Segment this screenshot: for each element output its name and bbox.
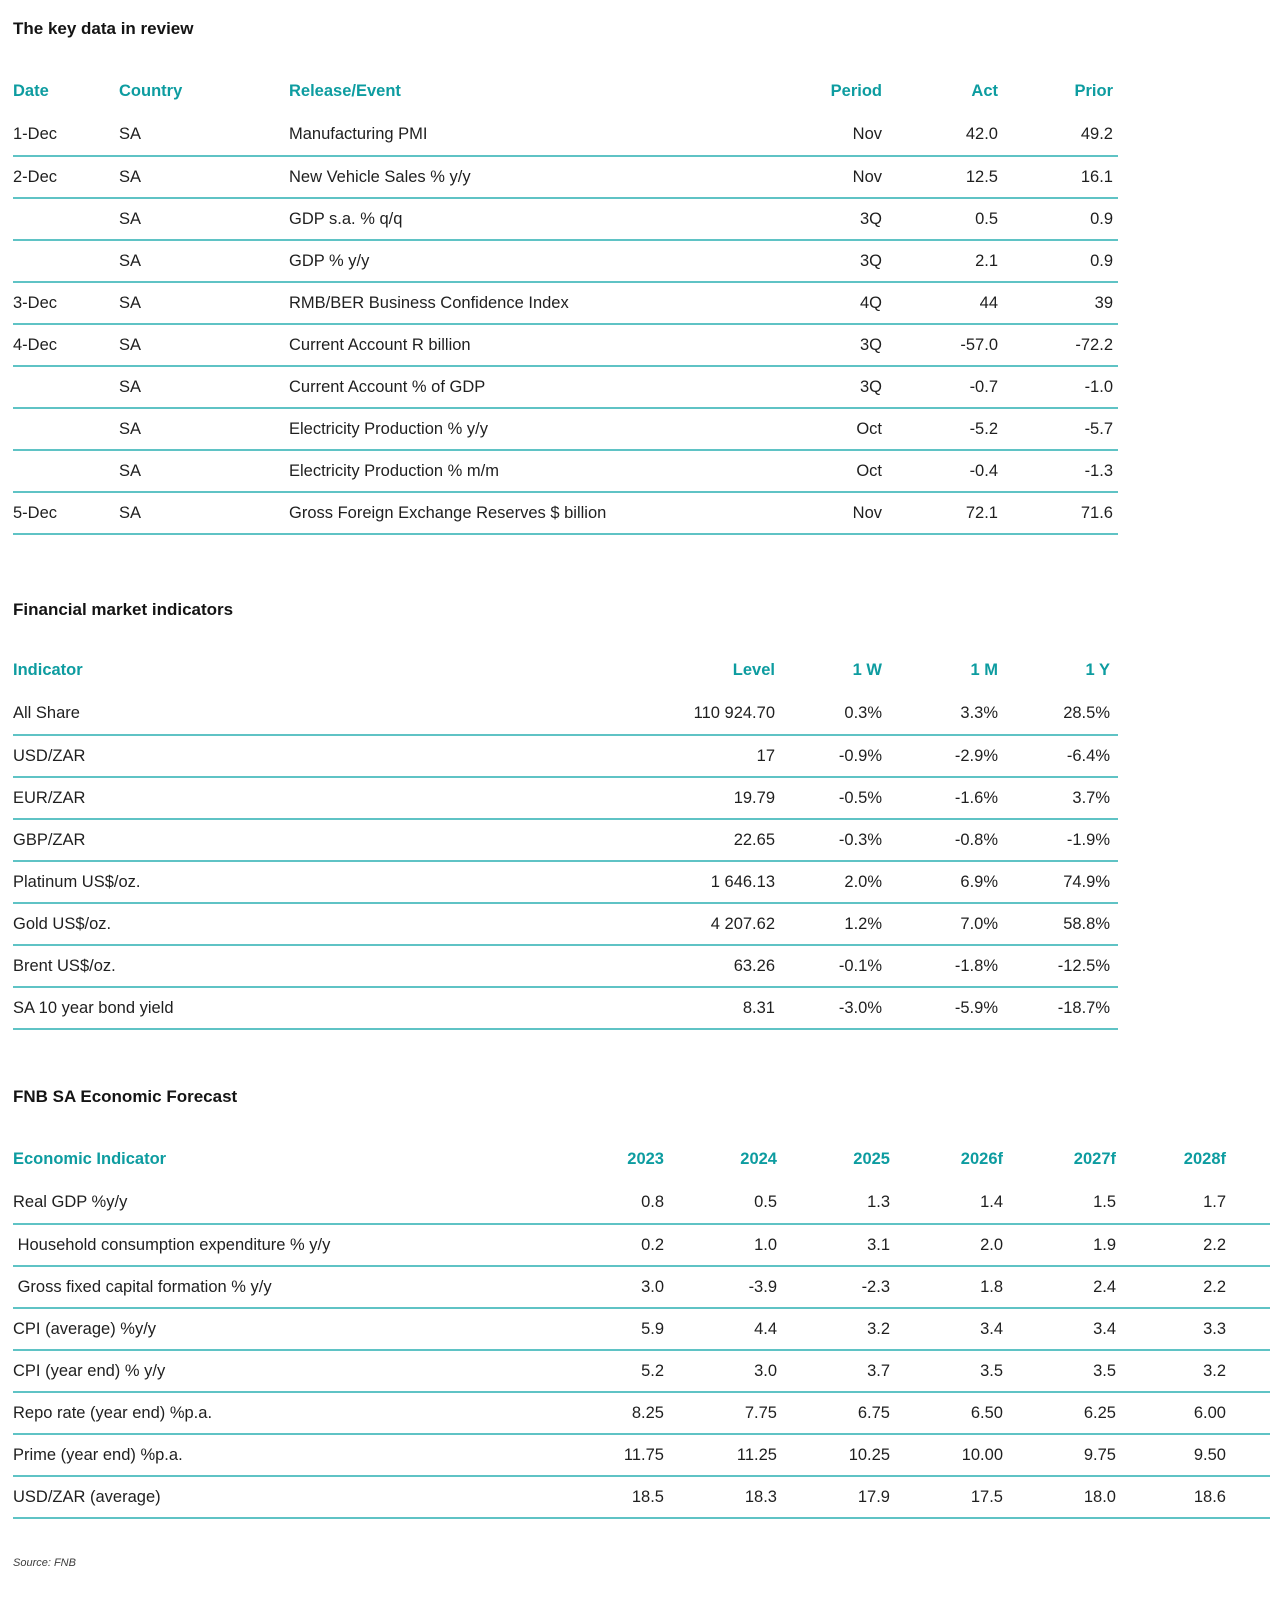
cell: -0.9% <box>775 735 882 777</box>
cell: 22.65 <box>615 819 775 861</box>
cell <box>13 366 119 408</box>
cell: Current Account R billion <box>289 324 772 366</box>
cell: 72.1 <box>882 492 998 534</box>
cell: 4.4 <box>664 1308 777 1350</box>
header-row <box>13 68 1118 114</box>
cell: EUR/ZAR <box>13 777 615 819</box>
cell <box>13 408 119 450</box>
cell: 6.50 <box>890 1392 1003 1434</box>
table-row <box>13 777 1118 819</box>
cell: -0.1% <box>775 945 882 987</box>
table-row <box>13 1434 1270 1476</box>
cell: 1.0 <box>664 1224 777 1266</box>
column-header: Act <box>971 81 998 100</box>
cell: SA <box>119 492 289 534</box>
cell: 3.7 <box>777 1350 890 1392</box>
cell: 5.2 <box>551 1350 664 1392</box>
cell: 11.25 <box>664 1434 777 1476</box>
cell: GDP % y/y <box>289 240 772 282</box>
cell: 1.4 <box>890 1182 1003 1224</box>
table-row <box>13 1224 1270 1266</box>
cell: Nov <box>772 156 882 198</box>
column-header: Country <box>119 81 183 100</box>
cell: 42.0 <box>882 114 998 156</box>
cell: -72.2 <box>998 324 1118 366</box>
cell: SA <box>119 198 289 240</box>
cell <box>13 240 119 282</box>
table-row <box>13 1350 1270 1392</box>
cell: 3.3 <box>1116 1308 1270 1350</box>
cell: Gold US$/oz. <box>13 903 615 945</box>
cell: -12.5% <box>998 945 1118 987</box>
cell: 7.75 <box>664 1392 777 1434</box>
cell: 3Q <box>772 198 882 240</box>
cell: -2.3 <box>777 1266 890 1308</box>
cell: 28.5% <box>998 693 1118 735</box>
table-row <box>13 156 1118 198</box>
cell: 1.3 <box>777 1182 890 1224</box>
cell: 10.25 <box>777 1434 890 1476</box>
cell: -2.9% <box>882 735 998 777</box>
cell: RMB/BER Business Confidence Index <box>289 282 772 324</box>
cell: Repo rate (year end) %p.a. <box>13 1392 551 1434</box>
column-header: 2023 <box>627 1149 664 1168</box>
table-row <box>13 1266 1270 1308</box>
cell: SA <box>119 450 289 492</box>
cell: 44 <box>882 282 998 324</box>
cell: 3Q <box>772 240 882 282</box>
table-row <box>13 366 1118 408</box>
cell: 1.5 <box>1003 1182 1116 1224</box>
cell: 19.79 <box>615 777 775 819</box>
cell: 18.5 <box>551 1476 664 1518</box>
cell: GBP/ZAR <box>13 819 615 861</box>
table-row <box>13 1308 1270 1350</box>
table-row <box>13 492 1118 534</box>
cell: 4Q <box>772 282 882 324</box>
section-title-economic-forecast: FNB SA Economic Forecast <box>13 1087 238 1106</box>
cell: 12.5 <box>882 156 998 198</box>
cell: 4-Dec <box>13 324 119 366</box>
cell: GDP s.a. % q/q <box>289 198 772 240</box>
cell: -6.4% <box>998 735 1118 777</box>
cell: 3.1 <box>777 1224 890 1266</box>
cell: Oct <box>772 450 882 492</box>
cell: Electricity Production % m/m <box>289 450 772 492</box>
cell: -57.0 <box>882 324 998 366</box>
cell: Prime (year end) %p.a. <box>13 1434 551 1476</box>
cell: 3.4 <box>1003 1308 1116 1350</box>
cell: -18.7% <box>998 987 1118 1029</box>
cell: 7.0% <box>882 903 998 945</box>
column-header: 1 W <box>852 660 882 679</box>
cell: 0.5 <box>664 1182 777 1224</box>
column-header: 2025 <box>853 1149 890 1168</box>
cell: SA <box>119 324 289 366</box>
cell: 0.9 <box>998 198 1118 240</box>
cell: 3.5 <box>890 1350 1003 1392</box>
column-header: 1 M <box>970 660 998 679</box>
cell: Brent US$/oz. <box>13 945 615 987</box>
cell: 58.8% <box>998 903 1118 945</box>
cell: SA <box>119 366 289 408</box>
table-row <box>13 324 1118 366</box>
cell: 0.3% <box>775 693 882 735</box>
header-row <box>13 647 1118 693</box>
cell: Nov <box>772 492 882 534</box>
cell: 6.00 <box>1116 1392 1270 1434</box>
table-row <box>13 282 1118 324</box>
column-header: Release/Event <box>289 81 401 100</box>
column-header: Period <box>830 81 882 100</box>
section-title-financial-markets: Financial market indicators <box>13 600 234 619</box>
cell: -1.0 <box>998 366 1118 408</box>
cell: 3Q <box>772 366 882 408</box>
table-row <box>13 693 1118 735</box>
cell: -0.5% <box>775 777 882 819</box>
key-data-table <box>13 68 1118 535</box>
cell: 6.75 <box>777 1392 890 1434</box>
cell: 3-Dec <box>13 282 119 324</box>
cell: Nov <box>772 114 882 156</box>
cell: 74.9% <box>998 861 1118 903</box>
cell: Gross fixed capital formation % y/y <box>13 1266 551 1308</box>
cell: 2.4 <box>1003 1266 1116 1308</box>
header-row <box>13 1136 1270 1182</box>
column-header: 1 Y <box>1085 660 1110 679</box>
cell: -5.7 <box>998 408 1118 450</box>
cell: -3.0% <box>775 987 882 1029</box>
table-row <box>13 819 1118 861</box>
cell: Gross Foreign Exchange Reserves $ billion <box>289 492 772 534</box>
table-row <box>13 861 1118 903</box>
cell: 0.2 <box>551 1224 664 1266</box>
cell: CPI (year end) % y/y <box>13 1350 551 1392</box>
cell: 8.31 <box>615 987 775 1029</box>
cell: 16.1 <box>998 156 1118 198</box>
cell: 18.6 <box>1116 1476 1270 1518</box>
cell: SA <box>119 114 289 156</box>
cell: 2.1 <box>882 240 998 282</box>
cell: 0.8 <box>551 1182 664 1224</box>
cell: CPI (average) %y/y <box>13 1308 551 1350</box>
cell: 17 <box>615 735 775 777</box>
cell: 0.9 <box>998 240 1118 282</box>
cell: 9.50 <box>1116 1434 1270 1476</box>
cell: 5-Dec <box>13 492 119 534</box>
section-title-key-data: The key data in review <box>13 19 194 38</box>
cell: 6.9% <box>882 861 998 903</box>
cell: SA <box>119 156 289 198</box>
table-row <box>13 408 1118 450</box>
table-row <box>13 114 1118 156</box>
cell: 3.7% <box>998 777 1118 819</box>
cell: 3Q <box>772 324 882 366</box>
cell: 17.9 <box>777 1476 890 1518</box>
column-header: 2027f <box>1073 1149 1116 1168</box>
table-row <box>13 1182 1270 1224</box>
column-header: Indicator <box>13 660 83 679</box>
cell: 1.8 <box>890 1266 1003 1308</box>
column-header: Economic Indicator <box>13 1149 167 1168</box>
cell <box>13 198 119 240</box>
cell: 39 <box>998 282 1118 324</box>
source-note: Source: FNB <box>13 1557 76 1569</box>
column-header: Level <box>732 660 775 679</box>
cell: 1.7 <box>1116 1182 1270 1224</box>
cell: 3.2 <box>777 1308 890 1350</box>
cell: 10.00 <box>890 1434 1003 1476</box>
cell: SA <box>119 240 289 282</box>
table-row <box>13 1392 1270 1434</box>
cell: 3.5 <box>1003 1350 1116 1392</box>
cell: 3.0 <box>551 1266 664 1308</box>
column-header: Date <box>13 81 49 100</box>
cell: -0.8% <box>882 819 998 861</box>
cell: 3.2 <box>1116 1350 1270 1392</box>
cell: 18.3 <box>664 1476 777 1518</box>
cell: -0.4 <box>882 450 998 492</box>
cell: -1.6% <box>882 777 998 819</box>
cell: 17.5 <box>890 1476 1003 1518</box>
cell: 5.9 <box>551 1308 664 1350</box>
cell: 2.2 <box>1116 1266 1270 1308</box>
cell: All Share <box>13 693 615 735</box>
column-header: Prior <box>1074 81 1113 100</box>
cell: Household consumption expenditure % y/y <box>13 1224 551 1266</box>
cell: 63.26 <box>615 945 775 987</box>
cell: 3.4 <box>890 1308 1003 1350</box>
cell: 1.9 <box>1003 1224 1116 1266</box>
cell: -0.7 <box>882 366 998 408</box>
cell: 8.25 <box>551 1392 664 1434</box>
cell: 49.2 <box>998 114 1118 156</box>
cell: Platinum US$/oz. <box>13 861 615 903</box>
table-row <box>13 735 1118 777</box>
cell: -1.9% <box>998 819 1118 861</box>
table-row <box>13 198 1118 240</box>
table-row <box>13 240 1118 282</box>
table-row <box>13 987 1118 1029</box>
cell: 71.6 <box>998 492 1118 534</box>
cell: SA 10 year bond yield <box>13 987 615 1029</box>
cell: 11.75 <box>551 1434 664 1476</box>
cell: 18.0 <box>1003 1476 1116 1518</box>
economic-forecast-table <box>13 1136 1270 1519</box>
cell: -3.9 <box>664 1266 777 1308</box>
cell <box>13 450 119 492</box>
cell: SA <box>119 282 289 324</box>
cell: New Vehicle Sales % y/y <box>289 156 772 198</box>
cell: 1.2% <box>775 903 882 945</box>
cell: 4 207.62 <box>615 903 775 945</box>
cell: 2-Dec <box>13 156 119 198</box>
cell: 2.0% <box>775 861 882 903</box>
cell: 1-Dec <box>13 114 119 156</box>
table-row <box>13 450 1118 492</box>
cell: 2.0 <box>890 1224 1003 1266</box>
cell: 1 646.13 <box>615 861 775 903</box>
cell: Manufacturing PMI <box>289 114 772 156</box>
cell: USD/ZAR <box>13 735 615 777</box>
cell: Electricity Production % y/y <box>289 408 772 450</box>
cell: 3.0 <box>664 1350 777 1392</box>
cell: -1.3 <box>998 450 1118 492</box>
cell: 3.3% <box>882 693 998 735</box>
table-row <box>13 1476 1270 1518</box>
table-row <box>13 945 1118 987</box>
cell: 9.75 <box>1003 1434 1116 1476</box>
cell: SA <box>119 408 289 450</box>
cell: Real GDP %y/y <box>13 1182 551 1224</box>
cell: 110 924.70 <box>615 693 775 735</box>
financial-markets-table <box>13 647 1118 1030</box>
column-header: 2028f <box>1183 1149 1226 1168</box>
cell: Current Account % of GDP <box>289 366 772 408</box>
cell: -0.3% <box>775 819 882 861</box>
cell: -5.2 <box>882 408 998 450</box>
column-header: 2024 <box>740 1149 777 1168</box>
cell: Oct <box>772 408 882 450</box>
cell: -5.9% <box>882 987 998 1029</box>
cell: 6.25 <box>1003 1392 1116 1434</box>
cell: 2.2 <box>1116 1224 1270 1266</box>
cell: 0.5 <box>882 198 998 240</box>
table-row <box>13 903 1118 945</box>
cell: -1.8% <box>882 945 998 987</box>
column-header: 2026f <box>960 1149 1003 1168</box>
cell: USD/ZAR (average) <box>13 1476 551 1518</box>
